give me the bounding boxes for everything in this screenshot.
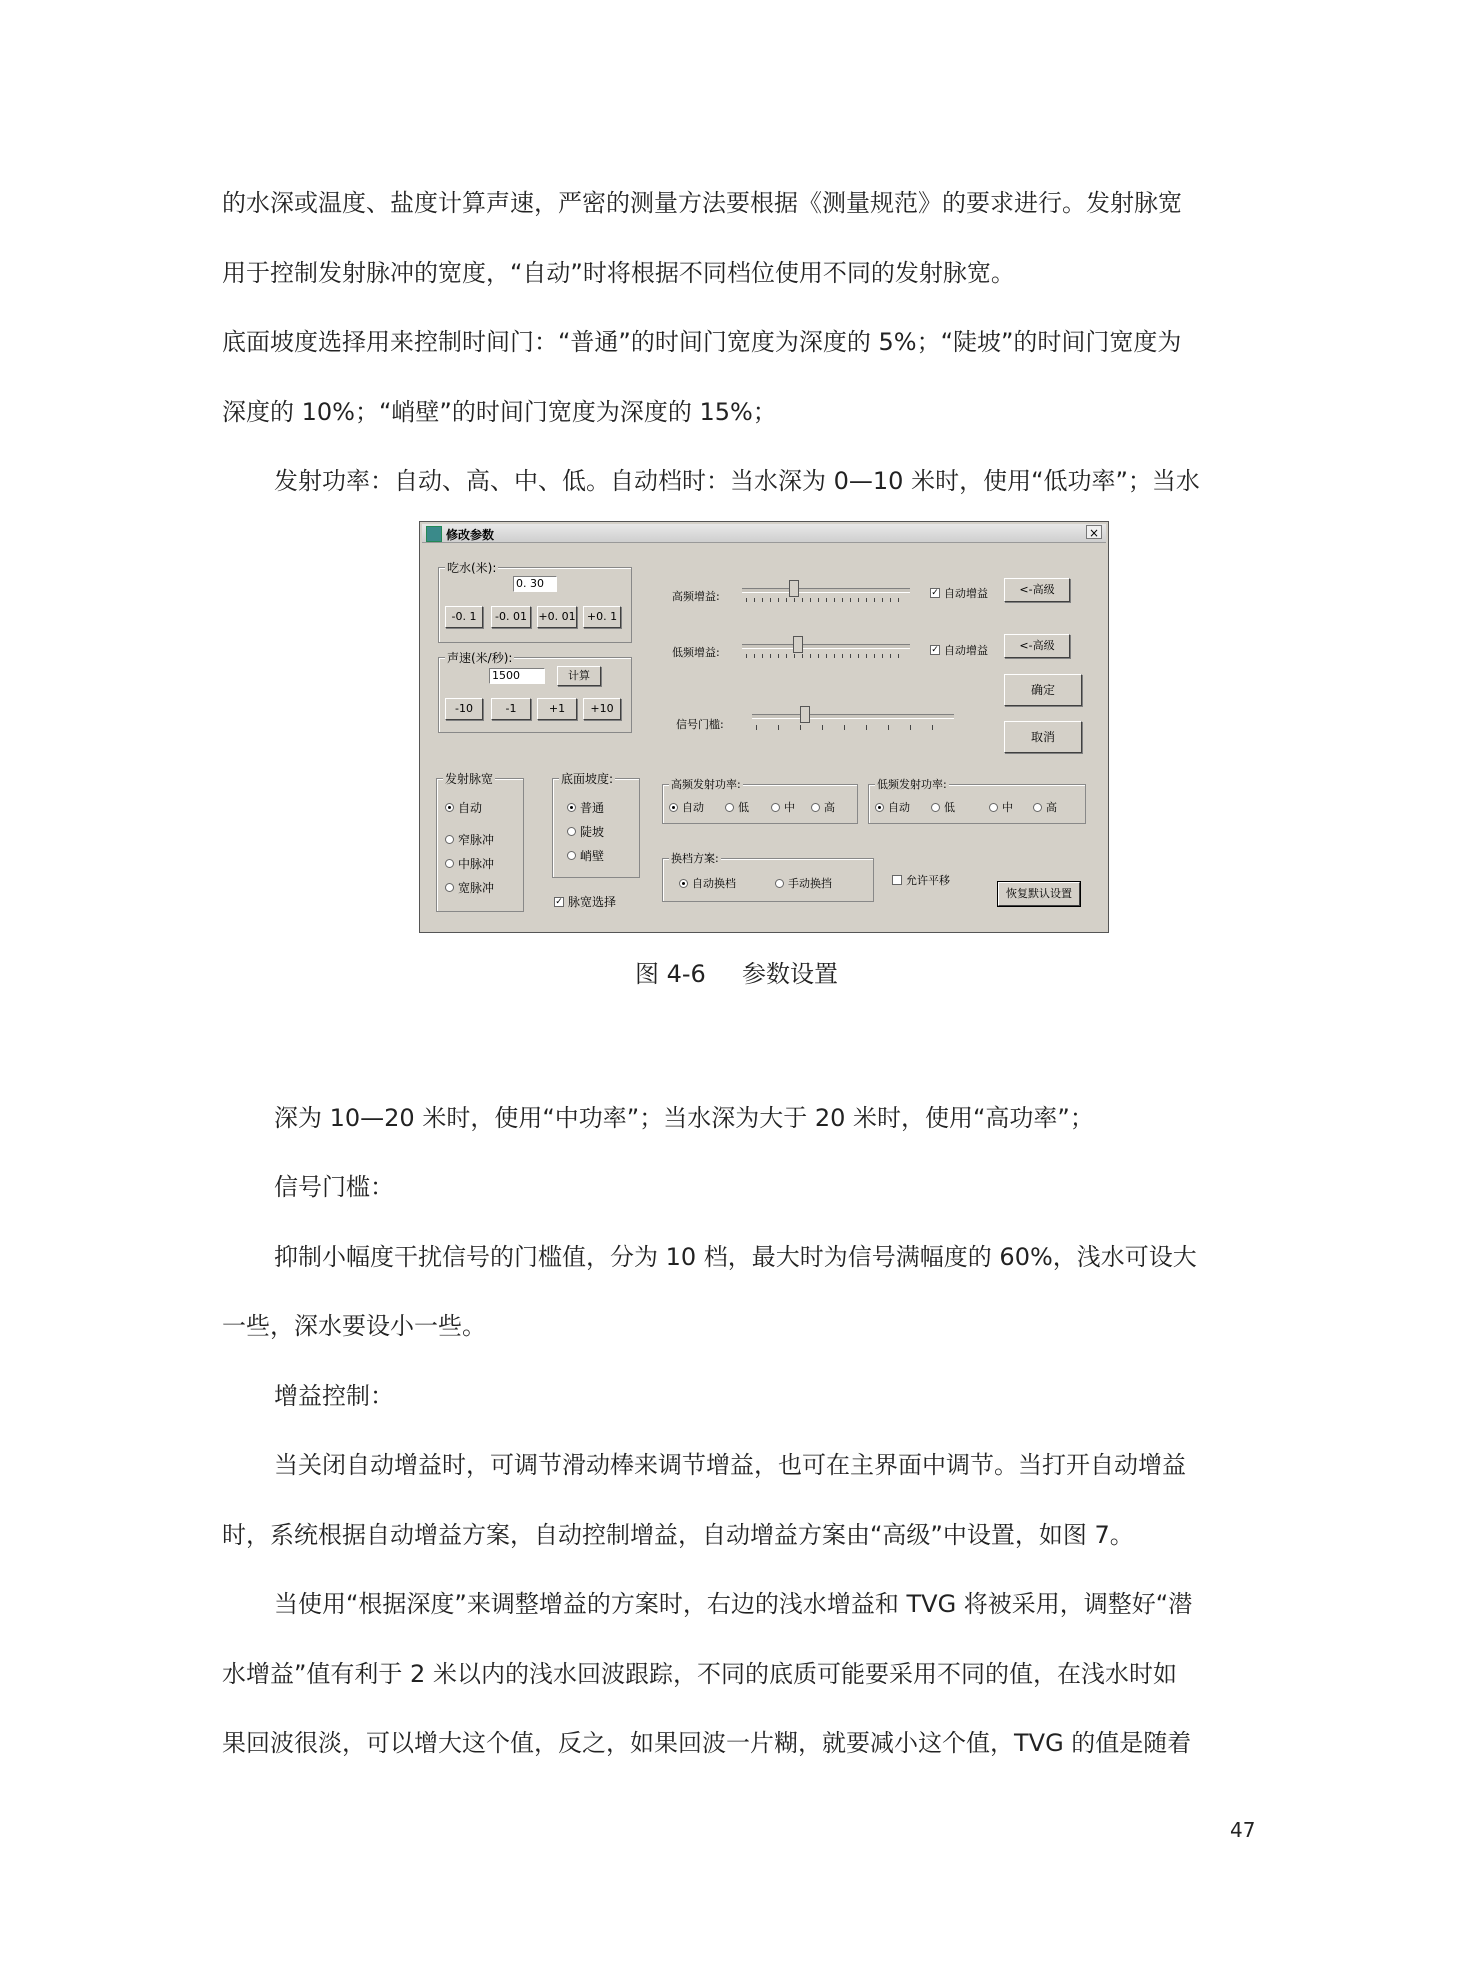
paragraph-line-10: 增益控制： (274, 1382, 394, 1410)
lf-advanced-button[interactable]: <-高级 (1004, 634, 1070, 658)
slope-normal-label: 普通 (580, 801, 605, 815)
dialog-title: 修改参数 (446, 528, 495, 542)
paragraph-line-9: 一些，深水要设小一些。 (222, 1312, 486, 1340)
pulse-wide-dot[interactable] (445, 883, 454, 892)
paragraph-line-4: 深度的 10%；“峭壁”的时间门宽度为深度的 15%； (222, 398, 777, 426)
allow-shift-checkbox[interactable] (892, 872, 950, 888)
pulse-wide-radio[interactable] (445, 879, 494, 896)
pulse-select-checkbox[interactable] (554, 893, 616, 910)
lf-power-label: 低频发射功率: (877, 778, 947, 791)
hf-power-label: 高频发射功率: (671, 778, 741, 791)
lf-power-auto-dot[interactable] (875, 803, 884, 812)
paragraph-line-3: 底面坡度选择用来控制时间门：“普通”的时间门宽度为深度的 5%；“陡坡”的时间门宽度为 (222, 328, 1182, 356)
threshold-slider[interactable] (752, 706, 954, 726)
sound-speed-input[interactable]: 1500 (489, 668, 545, 684)
threshold-ticks (756, 725, 950, 730)
pulse-narrow-label: 窄脉冲 (458, 833, 495, 847)
hf-gain-slider[interactable] (742, 580, 910, 600)
pulse-wide-label: 宽脉冲 (458, 881, 495, 895)
hf-auto-gain-label: 自动增益 (944, 587, 988, 600)
lf-power-mid-radio[interactable] (989, 799, 1013, 815)
draft-plus-0.01-button[interactable]: +0. 01 (537, 606, 577, 628)
hf-gain-thumb[interactable] (789, 580, 799, 597)
lf-power-mid-label: 中 (1002, 801, 1013, 814)
paragraph-line-6: 深为 10—20 米时，使用“中功率”；当水深为大于 20 米时，使用“高功率”； (274, 1104, 1094, 1132)
pulse-auto-label: 自动 (458, 801, 483, 815)
pulse-width-group (436, 772, 524, 912)
pulse-width-label: 发射脉宽 (445, 772, 494, 786)
switch-manual-dot[interactable] (775, 879, 784, 888)
figure-number: 图 4-6 (635, 960, 706, 988)
lf-gain-ticks (746, 654, 906, 658)
hf-power-auto-radio[interactable] (669, 799, 704, 815)
speed-plus-10-button[interactable]: +10 (583, 698, 621, 720)
hf-gain-ticks (746, 598, 906, 602)
speed-minus-10-button[interactable]: -10 (445, 698, 483, 720)
lf-power-group (868, 778, 1086, 824)
hf-power-low-dot[interactable] (725, 803, 734, 812)
hf-power-low-radio[interactable] (725, 799, 749, 815)
ok-button[interactable]: 确定 (1004, 674, 1082, 706)
lf-power-high-dot[interactable] (1033, 803, 1042, 812)
slope-cliff-label: 峭壁 (580, 849, 605, 863)
lf-power-high-label: 高 (1046, 801, 1057, 814)
hf-power-low-label: 低 (738, 801, 749, 814)
switch-scheme-label: 换档方案: (671, 852, 719, 865)
lf-power-low-dot[interactable] (931, 803, 940, 812)
allow-shift-label: 允许平移 (906, 874, 950, 887)
lf-auto-gain-checkbox[interactable] (930, 642, 988, 658)
calculate-button[interactable]: 计算 (557, 666, 601, 686)
hf-auto-gain-check[interactable]: ✓ (931, 588, 939, 598)
lf-power-auto-radio[interactable] (875, 799, 910, 815)
hf-power-high-label: 高 (824, 801, 835, 814)
paragraph-line-1: 的水深或温度、盐度计算声速，严密的测量方法要根据《测量规范》的要求进行。发射脉宽 (222, 189, 1182, 217)
hf-power-mid-dot[interactable] (771, 803, 780, 812)
slope-steep-label: 陡坡 (580, 825, 605, 839)
paragraph-line-14: 水增益”值有利于 2 米以内的浅水回波跟踪，不同的底质可能要采用不同的值，在浅水时如 (222, 1660, 1177, 1688)
draft-input[interactable]: 0. 30 (513, 576, 557, 592)
cancel-button[interactable]: 取消 (1004, 721, 1082, 753)
allow-shift-check[interactable] (892, 875, 902, 885)
draft-minus-0.01-button[interactable]: -0. 01 (491, 606, 531, 628)
switch-auto-label: 自动换档 (692, 877, 736, 890)
bottom-slope-label: 底面坡度: (561, 772, 614, 786)
hf-auto-gain-checkbox[interactable] (930, 585, 988, 601)
switch-manual-label: 手动换挡 (788, 877, 832, 890)
app-icon (426, 526, 442, 542)
sound-speed-group (438, 651, 632, 733)
slope-cliff-dot[interactable] (567, 851, 576, 860)
pulse-medium-dot[interactable] (445, 859, 454, 868)
paragraph-line-2: 用于控制发射脉冲的宽度，“自动”时将根据不同档位使用不同的发射脉宽。 (222, 259, 1015, 287)
threshold-thumb[interactable] (800, 706, 810, 723)
lf-power-low-label: 低 (944, 801, 955, 814)
figure-title: 参数设置 (742, 960, 838, 988)
pulse-narrow-dot[interactable] (445, 835, 454, 844)
draft-minus-0.1-button[interactable]: -0. 1 (445, 606, 483, 628)
hf-power-mid-radio[interactable] (771, 799, 795, 815)
lf-gain-thumb[interactable] (793, 636, 803, 653)
bottom-slope-group (552, 772, 640, 878)
draft-label: 吃水(米): (447, 561, 497, 575)
hf-power-high-dot[interactable] (811, 803, 820, 812)
switch-scheme-group (662, 852, 874, 902)
lf-auto-gain-label: 自动增益 (944, 644, 988, 657)
draft-plus-0.1-button[interactable]: +0. 1 (583, 606, 621, 628)
hf-power-mid-label: 中 (784, 801, 795, 814)
page-number: 47 (1230, 1818, 1256, 1842)
hf-gain-label: 高频增益: (672, 590, 720, 603)
pulse-auto-radio[interactable] (445, 799, 482, 816)
close-button[interactable]: × (1086, 525, 1102, 539)
slope-normal-radio[interactable] (567, 799, 604, 816)
restore-defaults-button[interactable]: 恢复默认设置 (998, 882, 1080, 906)
lf-power-low-radio[interactable] (931, 799, 955, 815)
slope-cliff-radio[interactable] (567, 847, 604, 864)
paragraph-line-8: 抑制小幅度干扰信号的门槛值，分为 10 档，最大时为信号满幅度的 60%，浅水可设大 (274, 1243, 1197, 1271)
lf-gain-slider[interactable] (742, 636, 910, 656)
paragraph-line-11: 当关闭自动增益时，可调节滑动棒来调节增益，也可在主界面中调节。当打开自动增益 (274, 1451, 1186, 1479)
paragraph-line-5: 发射功率：自动、高、中、低。自动档时：当水深为 0—10 米时，使用“低功率”；当水 (274, 467, 1200, 495)
hf-advanced-button[interactable]: <-高级 (1004, 578, 1070, 602)
paragraph-line-7: 信号门槛： (274, 1173, 394, 1201)
slope-normal-dot[interactable] (567, 803, 576, 812)
pulse-medium-label: 中脉冲 (458, 857, 495, 871)
lf-gain-label: 低频增益: (672, 646, 720, 659)
lf-power-high-radio[interactable] (1033, 799, 1057, 815)
lf-power-auto-label: 自动 (888, 801, 910, 814)
settings-dialog (419, 521, 1109, 933)
paragraph-line-12: 时，系统根据自动增益方案，自动控制增益，自动增益方案由“高级”中设置，如图 7。 (222, 1521, 1134, 1549)
switch-auto-radio[interactable] (679, 875, 736, 891)
speed-plus-1-button[interactable]: +1 (537, 698, 577, 720)
hf-power-auto-label: 自动 (682, 801, 704, 814)
hf-power-auto-dot[interactable] (669, 803, 678, 812)
draft-group (438, 561, 632, 643)
threshold-label: 信号门槛: (676, 718, 724, 731)
pulse-select-label: 脉宽选择 (568, 895, 617, 909)
slope-steep-radio[interactable] (567, 823, 604, 840)
pulse-select-check[interactable]: ✓ (555, 896, 563, 907)
pulse-auto-dot[interactable] (445, 803, 454, 812)
threshold-track (752, 714, 954, 719)
lf-gain-track (742, 644, 910, 649)
lf-power-mid-dot[interactable] (989, 803, 998, 812)
hf-power-group (662, 778, 858, 824)
dialog-titlebar (422, 524, 1106, 543)
lf-auto-gain-check[interactable]: ✓ (931, 645, 939, 655)
paragraph-line-15: 果回波很淡，可以增大这个值，反之，如果回波一片糊，就要减小这个值，TVG 的值是随着 (222, 1729, 1192, 1757)
switch-manual-radio[interactable] (775, 875, 832, 891)
hf-power-high-radio[interactable] (811, 799, 835, 815)
speed-minus-1-button[interactable]: -1 (491, 698, 531, 720)
sound-speed-label: 声速(米/秒): (447, 651, 513, 665)
switch-auto-dot[interactable] (679, 879, 688, 888)
hf-gain-track (742, 588, 910, 593)
paragraph-line-13: 当使用“根据深度”来调整增益的方案时，右边的浅水增益和 TVG 将被采用，调整好“潜 (274, 1590, 1193, 1618)
pulse-narrow-radio[interactable] (445, 831, 494, 848)
pulse-medium-radio[interactable] (445, 855, 494, 872)
slope-steep-dot[interactable] (567, 827, 576, 836)
